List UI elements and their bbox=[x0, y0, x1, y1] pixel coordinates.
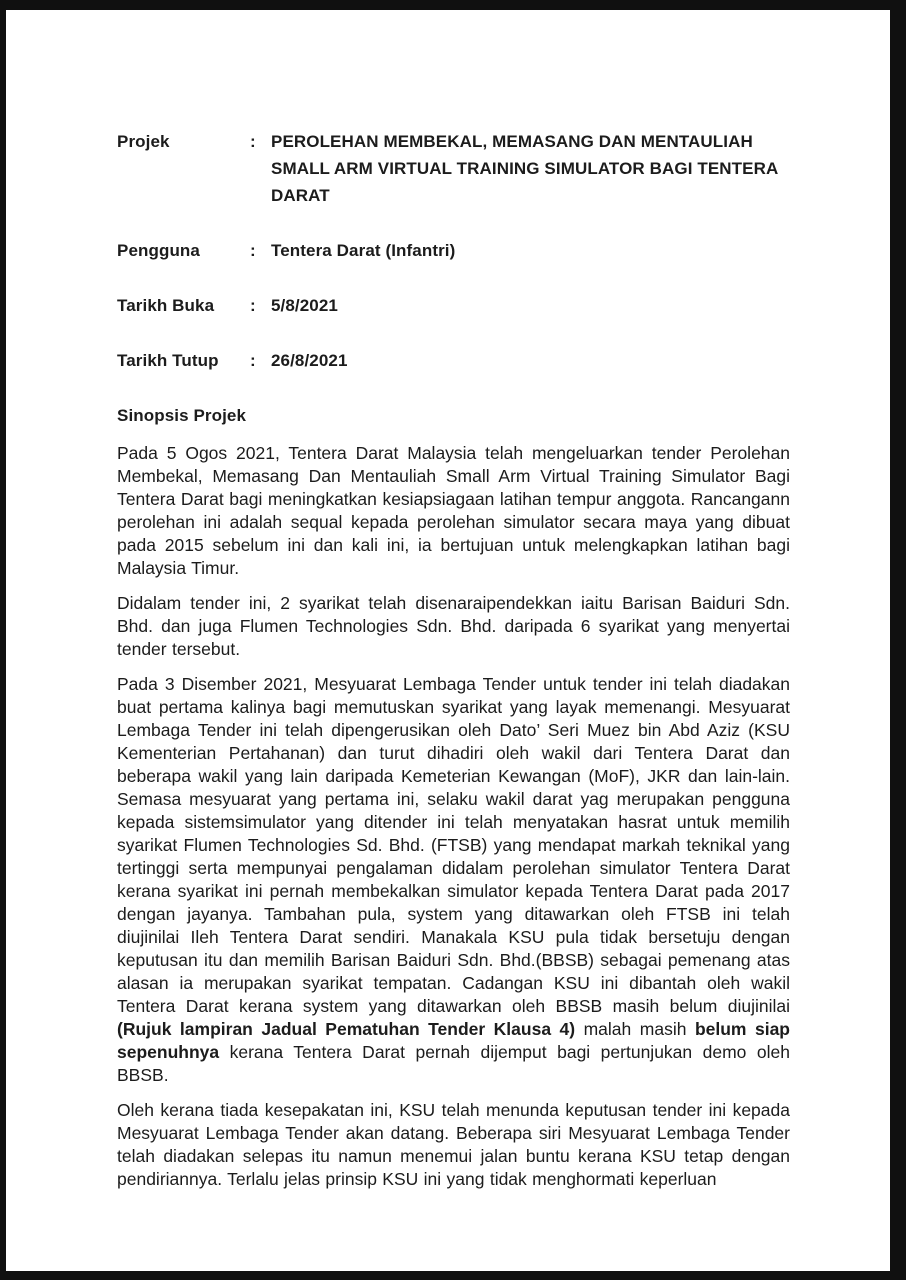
synopsis-paragraph bbox=[117, 1099, 790, 1191]
text-run: kerana Tentera Darat pernah dijemput bagi pertunjukan demo oleh BBSB. bbox=[117, 1042, 790, 1085]
synopsis-paragraph bbox=[117, 673, 790, 1087]
bold-text-run: (Rujuk lampiran Jadual Pematuhan Tender Klausa 4) bbox=[117, 1019, 576, 1039]
field-row-tarikh-buka bbox=[117, 292, 790, 319]
header-fields bbox=[117, 128, 790, 374]
page-content bbox=[6, 10, 890, 1191]
field-separator: : bbox=[250, 296, 256, 315]
text-run: Pada 3 Disember 2021, Mesyuarat Lembaga Tender untuk tender ini telah diadakan buat pertama kalinya bagi memutuskan syarikat yang layak memenangi. Mesyuarat Lembaga Tender ini telah dipengerusikan oleh Dato’ Seri Muez bin Abd Aziz (KSU Kementerian Pertahanan) dan turut dihadiri oleh wakil dari Tentera Darat dan beberapa wakil yang lain daripada Kemeterian Kewangan (MoF), JKR dan lain-lain. Semasa mesyuarat yang pertama ini, selaku wakil darat yag merupakan pengguna kepada sistemsimulator yang ditender ini telah menyatakan hasrat untuk memilih syarikat Flumen Technologies Sd. Bhd. (FTSB) yang mendapat markah teknikal yang tertinggi serta mempunyai pengalaman didalam perolehan simulator Tentera Darat kerana syarikat ini pernah membekalkan simulator kepada Tentera Darat pada 2017 dengan jayanya. Tambahan pula, system yang ditawarkan oleh FTSB ini telah diujinilai Ileh Tentera Darat sendiri. Manakala KSU pula tidak bersetuju dengan keputusan itu dan memilih Barisan Baiduri Sdn. Bhd.(BBSB) sebagai pemenang atas alasan ia merupakan syarikat tempatan. Cadangan KSU ini dibantah oleh wakil Tentera Darat kerana system yang ditawarkan oleh BBSB masih belum diujinilai bbox=[117, 674, 790, 1016]
text-run: Oleh kerana tiada kesepakatan ini, KSU telah menunda keputusan tender ini kepada Mesyuarat Lembaga Tender akan datang. Beberapa siri Mesyuarat Lembaga Tender telah diadakan selepas itu namun menemui jalan buntu kerana KSU tetap dengan pendiriannya. Terlalu jelas prinsip KSU ini yang tidak menghormati keperluan bbox=[117, 1100, 790, 1189]
bold-text-run: belum siap sepenuhnya bbox=[117, 1019, 790, 1062]
text-run: Didalam tender ini, 2 syarikat telah disenaraipendekkan iaitu Barisan Baiduri Sdn. Bhd. dan juga Flumen Technologies Sdn. Bhd. daripada 6 syarikat yang menyertai tender tersebut. bbox=[117, 593, 790, 659]
field-row-pengguna bbox=[117, 237, 790, 264]
field-label: Tarikh Buka bbox=[117, 296, 215, 315]
synopsis-paragraph bbox=[117, 442, 790, 580]
field-separator: : bbox=[250, 132, 256, 151]
document-page bbox=[6, 10, 890, 1271]
field-value: 5/8/2021 bbox=[271, 296, 338, 315]
field-row-projek bbox=[117, 128, 790, 209]
synopsis-paragraph bbox=[117, 592, 790, 661]
field-label: Pengguna bbox=[117, 241, 200, 260]
text-run: malah masih bbox=[575, 1019, 695, 1039]
text-run: Pada 5 Ogos 2021, Tentera Darat Malaysia telah mengeluarkan tender Perolehan Membekal, Memasang Dan Mentauliah Small Arm Virtual Training Simulator Bagi Tentera Darat bagi meningkatkan kesiapsiagaan latihan tempur anggota. Rancangann perolehan ini adalah sequal kepada perolehan simulator secara maya yang dibuat pada 2015 sebelum ini dan kali ini, ia bertujuan untuk melengkapkan latihan bagi Malaysia Timur. bbox=[117, 443, 790, 578]
field-value: 26/8/2021 bbox=[271, 351, 348, 370]
field-value: PEROLEHAN MEMBEKAL, MEMASANG DAN MENTAULIAH SMALL ARM VIRTUAL TRAINING SIMULATOR BAGI TENTERA DARAT bbox=[271, 132, 778, 205]
field-value: Tentera Darat (Infantri) bbox=[271, 241, 456, 260]
synopsis-paragraphs bbox=[117, 442, 790, 1191]
field-separator: : bbox=[250, 351, 256, 370]
field-label: Projek bbox=[117, 132, 170, 151]
field-label: Tarikh Tutup bbox=[117, 351, 219, 370]
field-separator: : bbox=[250, 241, 256, 260]
synopsis-heading: Sinopsis Projek bbox=[117, 406, 247, 425]
field-row-tarikh-tutup bbox=[117, 347, 790, 374]
